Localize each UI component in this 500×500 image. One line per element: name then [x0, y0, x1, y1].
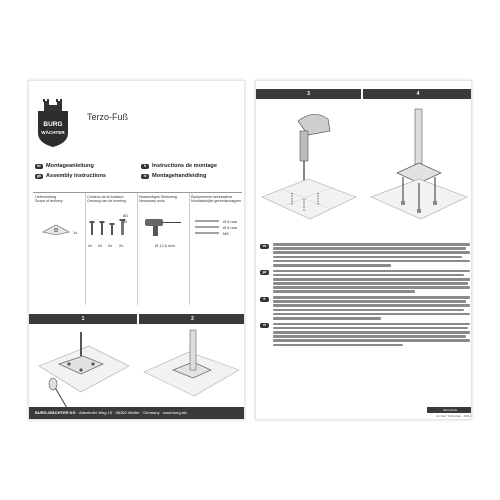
- right-page: [255, 80, 472, 420]
- instructions-fr: [260, 296, 470, 320]
- title-de: Montageanleitung: [46, 163, 94, 169]
- instructions-gb: [260, 270, 470, 294]
- flag-de-icon: de: [260, 244, 269, 249]
- flag-nl-icon: nl: [141, 174, 149, 179]
- step-2-illustration: [139, 326, 245, 414]
- title-nl: Montagehandleiding: [152, 173, 207, 179]
- bit-label-1: Ø 6 mm: [223, 219, 238, 224]
- step-1-header: 1: [29, 314, 137, 324]
- company-name: BURG-WÄCHTER KG: [35, 410, 76, 415]
- flag-nl-icon: nl: [260, 323, 269, 328]
- left-page: [28, 80, 245, 420]
- flag-fr-icon: fr: [260, 297, 269, 302]
- bit-label-3: M8: [223, 231, 229, 236]
- step-3-illustration: [256, 101, 361, 239]
- qty-s3: 2x: [108, 243, 113, 248]
- screw-label-1: 8D: [123, 213, 129, 218]
- drill-size-label: Ø 12,6 mm: [155, 243, 175, 248]
- step-1-illustration: [29, 326, 137, 414]
- document-code: bk 3/orr Tuf-burten - 03/11: [436, 414, 471, 418]
- title-gb: Assembly instructions: [46, 173, 106, 179]
- scope-head-col1: Lieferumfang Scope of delivery: [35, 195, 63, 204]
- scope-of-delivery-table: [33, 192, 242, 304]
- step-3-header: 3: [256, 89, 361, 99]
- company-footer: [29, 407, 245, 419]
- step-4-header: 4: [363, 89, 472, 99]
- column-divider: [189, 193, 190, 305]
- instruction-text-blocks: [260, 243, 470, 349]
- instructions-nl: [260, 323, 470, 347]
- right-footer: [256, 407, 472, 419]
- scope-head-col2: Contenu de la livraison Omvang van de levering: [87, 195, 126, 204]
- flag-fr-icon: fr: [141, 164, 149, 169]
- column-divider: [137, 193, 138, 305]
- step-2-header: 2: [139, 314, 245, 324]
- qty-base: 1x: [73, 230, 78, 235]
- burg-waechter-logo: [35, 97, 71, 149]
- drill-icon: [141, 213, 191, 241]
- company-address: · Altenhofer Weg 15 · 58300 Wetter · Germany · www.burg.biz: [75, 410, 187, 415]
- lang-row-fr: [35, 163, 245, 173]
- product-tab: Terzo-Fuß: [427, 407, 472, 413]
- instructions-de: [260, 243, 470, 267]
- title-fr: Instructions de montage: [152, 163, 217, 169]
- bit-label-2: Ø 6 mm: [223, 225, 238, 230]
- column-divider: [85, 193, 86, 305]
- logo-line2: WÄCHTER: [41, 130, 65, 135]
- scope-head-col3: Notwendiges Werkzeug Necessary tools: [139, 195, 177, 204]
- logo-line1: BURG: [43, 121, 63, 128]
- base-plate-icon: [41, 222, 71, 236]
- qty-s2: 2x: [98, 243, 103, 248]
- screw-label-2: 8x: [123, 219, 128, 224]
- product-title: Terzo-Fuß: [87, 112, 129, 122]
- flag-gb-icon: gb: [35, 174, 43, 179]
- scope-head-col4: Équipements nécessaires Noodzakelijke gereedschappen: [191, 195, 242, 204]
- flag-gb-icon: gb: [260, 270, 269, 275]
- lang-row-nl: [35, 173, 245, 183]
- step-4-illustration: [363, 101, 472, 239]
- qty-s4: 2x: [119, 243, 124, 248]
- qty-s1: 2x: [88, 243, 93, 248]
- flag-de-icon: de: [35, 164, 43, 169]
